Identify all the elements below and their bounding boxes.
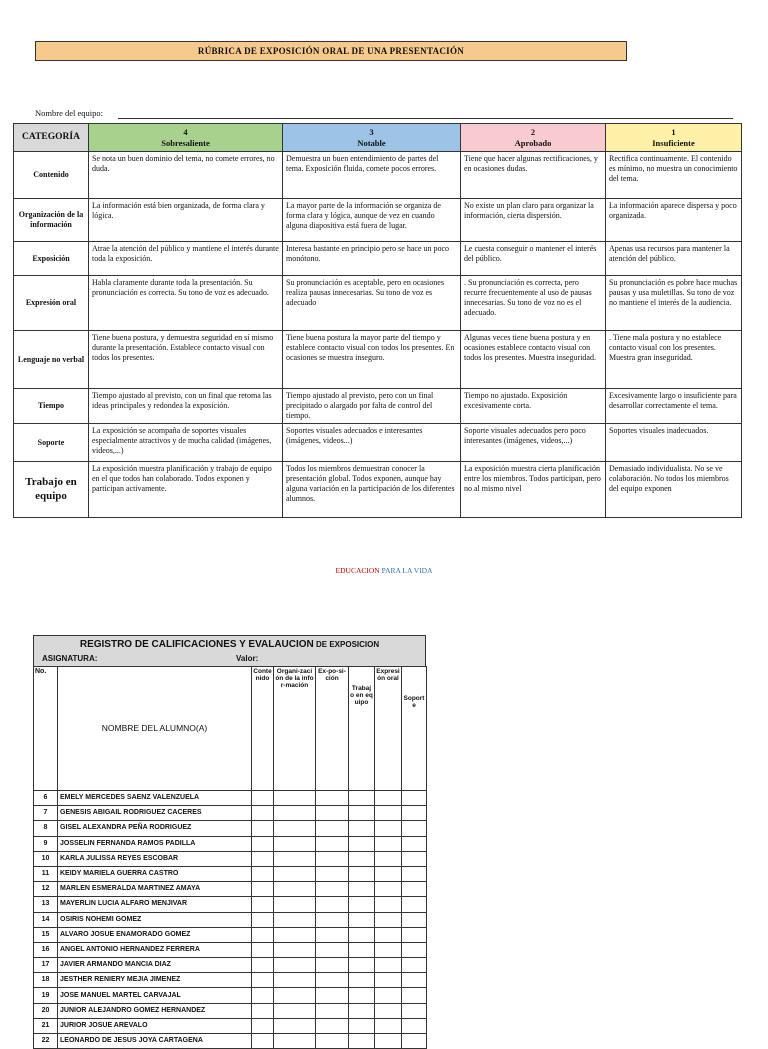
student-number: 22 [34, 1034, 58, 1049]
grade-cell[interactable] [252, 1018, 274, 1033]
grade-cell[interactable] [316, 1003, 349, 1018]
grade-cell[interactable] [252, 806, 274, 821]
grade-cell[interactable] [316, 882, 349, 897]
level-score: 4 [183, 126, 188, 137]
table-row [34, 821, 427, 836]
grade-cell[interactable] [402, 958, 427, 973]
grade-cell[interactable] [252, 988, 274, 1003]
grade-cell[interactable] [252, 1034, 274, 1049]
student-number: 18 [34, 973, 58, 988]
grade-cell[interactable] [274, 912, 316, 927]
grade-register [33, 635, 426, 1049]
grade-cell[interactable] [402, 866, 427, 881]
rubric-row [14, 152, 742, 199]
student-number: 20 [34, 1003, 58, 1018]
grade-cell[interactable] [316, 988, 349, 1003]
student-name: KEIDY MARIELA GUERRA CASTRO [58, 866, 252, 881]
grade-cell[interactable] [349, 866, 375, 881]
grade-cell[interactable] [252, 958, 274, 973]
grade-cell[interactable] [349, 897, 375, 912]
rubric-cell: Soporte visuales adecuados pero poco interesantes (imágenes, videos,...) [461, 424, 606, 462]
student-name: JOSE MANUEL MARTEL CARVAJAL [58, 988, 252, 1003]
criterion-header: Trabajo en equipo [349, 667, 375, 791]
table-row [34, 912, 427, 927]
grade-cell[interactable] [402, 1003, 427, 1018]
grade-cell[interactable] [375, 927, 402, 942]
student-number: 8 [34, 821, 58, 836]
grade-cell[interactable] [402, 806, 427, 821]
student-name: GENESIS ABIGAIL RODRIGUEZ CACERES [58, 806, 252, 821]
grade-cell[interactable] [316, 958, 349, 973]
level-name: Aprobado [514, 137, 552, 148]
grade-cell[interactable] [252, 836, 274, 851]
level-score: 2 [530, 126, 536, 137]
grade-cell[interactable] [375, 958, 402, 973]
rubric-cell: Tiene que hacer algunas rectificaciones, y en ocasiones dudas. [461, 152, 606, 199]
rubric-category: Expresión oral [14, 276, 89, 331]
grade-cell[interactable] [316, 973, 349, 988]
subject-label: ASIGNATURA: [42, 654, 98, 663]
student-name: MAYERLIN LUCIA ALFARO MENJIVAR [58, 897, 252, 912]
grade-cell[interactable] [274, 882, 316, 897]
rubric-cell: Algunas veces tiene buena postura y en ocasiones establece contacto visual con todos los presentes. Muestra inseguridad. [461, 331, 606, 389]
level-header-3 [283, 124, 461, 152]
rubric-cell: Se nota un buen dominio del tema, no comete errores, no duda. [89, 152, 283, 199]
student-number: 21 [34, 1018, 58, 1033]
level-score: 1 [671, 126, 676, 137]
grade-cell[interactable] [375, 1034, 402, 1049]
rubric-cell: La mayor parte de la información se organiza de forma clara y lógica, aunque de vez en cuando alguna diapositiva está fuera de lugar. [283, 199, 461, 242]
student-number: 6 [34, 791, 58, 806]
grade-cell[interactable] [349, 851, 375, 866]
table-row [34, 791, 427, 806]
grade-cell[interactable] [402, 942, 427, 957]
student-name: KARLA JULISSA REYES ESCOBAR [58, 851, 252, 866]
rubric-row [14, 242, 742, 276]
grade-cell[interactable] [274, 942, 316, 957]
grade-cell[interactable] [402, 973, 427, 988]
grade-cell[interactable] [402, 1018, 427, 1033]
grade-cell[interactable] [375, 851, 402, 866]
rubric-cell: La información está bien organizada, de forma clara y lógica. [89, 199, 283, 242]
grade-cell[interactable] [274, 806, 316, 821]
student-name: JAVIER ARMANDO MANCIA DIAZ [58, 958, 252, 973]
grade-cell[interactable] [402, 1034, 427, 1049]
grade-cell[interactable] [252, 821, 274, 836]
rubric-cell: . Tiene mala postura y no establece contacto visual con los presentes. Muestra gran inseguridad. [606, 331, 742, 389]
grade-cell[interactable] [252, 882, 274, 897]
rubric-cell: Tiene buena postura, y demuestra seguridad en sí mismo durante la presentación. Establece contacto visual con todos los presentes. [89, 331, 283, 389]
grade-cell[interactable] [274, 866, 316, 881]
grade-cell[interactable] [349, 958, 375, 973]
grade-cell[interactable] [252, 973, 274, 988]
rubric-cell: Tiene buena postura la mayor parte del tiempo y establece contacto visual con todos los presentes. En ocasiones se muestra inseguro. [283, 331, 461, 389]
grade-cell[interactable] [252, 851, 274, 866]
rubric-category: Trabajo en equipo [14, 462, 89, 518]
register-title [34, 639, 425, 650]
grade-cell[interactable] [316, 791, 349, 806]
grade-cell[interactable] [375, 942, 402, 957]
table-row [34, 836, 427, 851]
grade-cell[interactable] [316, 836, 349, 851]
register-title-small: DE EXPOSICION [313, 640, 380, 649]
team-name-field[interactable] [118, 118, 733, 119]
rubric-cell: Su pronunciación es pobre hace muchas pausas y usa muletillas. Su tono de voz no mantiene el interés de la audiencia. [606, 276, 742, 331]
grade-cell[interactable] [316, 851, 349, 866]
student-name: LEONARDO DE JESUS JOYA CARTAGENA [58, 1034, 252, 1049]
category-header: CATEGORÍA [14, 124, 89, 152]
criterion-header: Soporte [402, 667, 427, 791]
grade-cell[interactable] [274, 988, 316, 1003]
student-name: ANGEL ANTONIO HERNANDEZ FERRERA [58, 942, 252, 957]
team-name-label: Nombre del equipo: [35, 108, 103, 118]
student-number: 15 [34, 927, 58, 942]
student-number: 10 [34, 851, 58, 866]
table-row [34, 1034, 427, 1049]
student-name: EMELY MERCEDES SAENZ VALENZUELA [58, 791, 252, 806]
student-number: 12 [34, 882, 58, 897]
rubric-cell: Tiempo ajustado al previsto, con un final que retoma las ideas principales y redondea la exposición. [89, 389, 283, 424]
rubric-cell: Interesa bastante en principio pero se hace un poco monótono. [283, 242, 461, 276]
rubric-cell: Soportes visuales adecuados e interesantes (imágenes, videos...) [283, 424, 461, 462]
student-name: GISEL ALEXANDRA PEÑA RODRIGUEZ [58, 821, 252, 836]
table-row [34, 851, 427, 866]
student-number: 17 [34, 958, 58, 973]
grade-cell[interactable] [252, 912, 274, 927]
grade-cell[interactable] [274, 958, 316, 973]
grade-cell[interactable] [375, 1018, 402, 1033]
rubric-cell: Habla claramente durante toda la presentación. Su pronunciación es correcta. Su tono de voz es adecuado. [89, 276, 283, 331]
name-header: NOMBRE DEL ALUMNO(A) [58, 667, 252, 791]
student-number: 11 [34, 866, 58, 881]
grade-cell[interactable] [252, 897, 274, 912]
grade-cell[interactable] [274, 851, 316, 866]
grade-cell[interactable] [349, 912, 375, 927]
grade-cell[interactable] [316, 927, 349, 942]
rubric-cell: Tiempo no ajustado. Exposición excesivamente corta. [461, 389, 606, 424]
grade-cell[interactable] [274, 821, 316, 836]
student-number: 14 [34, 912, 58, 927]
level-name: Insuficiente [652, 137, 695, 148]
grade-cell[interactable] [316, 866, 349, 881]
level-header-4 [89, 124, 283, 152]
grades-table [33, 666, 427, 1049]
rubric-cell: No existe un plan claro para organizar la información, cierta dispersión. [461, 199, 606, 242]
rubric-row [14, 276, 742, 331]
grade-cell[interactable] [274, 927, 316, 942]
grade-cell[interactable] [349, 882, 375, 897]
rubric-cell: La exposición muestra planificación y trabajo de equipo en el que todos han colaborado. Todos exponen y participan activamente. [89, 462, 283, 518]
level-name: Sobresaliente [161, 137, 210, 148]
grade-cell[interactable] [349, 1003, 375, 1018]
rubric-row [14, 462, 742, 518]
table-row [34, 988, 427, 1003]
register-title-main: REGISTRO DE CALIFICACIONES Y EVALAUCION [79, 639, 314, 650]
level-header-2 [461, 124, 606, 152]
criterion-header: Ex-po-si-ción [316, 667, 349, 791]
grade-cell[interactable] [274, 1018, 316, 1033]
grade-cell[interactable] [375, 897, 402, 912]
grade-cell[interactable] [252, 866, 274, 881]
rubric-title: RÚBRICA DE EXPOSICIÓN ORAL DE UNA PRESENTACIÓN [35, 41, 627, 61]
grade-cell[interactable] [402, 791, 427, 806]
grade-cell[interactable] [349, 1018, 375, 1033]
table-row [34, 806, 427, 821]
grade-cell[interactable] [375, 806, 402, 821]
rubric-category: Lenguaje no verbal [14, 331, 89, 389]
grade-cell[interactable] [274, 1003, 316, 1018]
grade-cell[interactable] [349, 821, 375, 836]
table-row [34, 973, 427, 988]
grade-cell[interactable] [402, 851, 427, 866]
rubric-category: Organización de la información [14, 199, 89, 242]
footer-slogan [0, 566, 768, 575]
grade-cell[interactable] [316, 942, 349, 957]
grade-cell[interactable] [252, 927, 274, 942]
rubric-cell: . Su pronunciación es correcta, pero recurre frecuentemente al uso de pausas innecesarias. Su tono de voz no es el adecuado. [461, 276, 606, 331]
grade-cell[interactable] [316, 912, 349, 927]
student-name: OSIRIS NOHEMI GOMEZ [58, 912, 252, 927]
level-score: 3 [369, 126, 374, 137]
rubric-row [14, 389, 742, 424]
grade-cell[interactable] [402, 912, 427, 927]
rubric-cell: Excesivamente largo o insuficiente para desarrollar correctamente el tema. [606, 389, 742, 424]
table-row [34, 1003, 427, 1018]
table-row [34, 1018, 427, 1033]
rubric-row [14, 331, 742, 389]
no-header: No. [34, 667, 58, 791]
grade-cell[interactable] [375, 791, 402, 806]
student-number: 7 [34, 806, 58, 821]
grade-cell[interactable] [375, 882, 402, 897]
table-row [34, 897, 427, 912]
rubric-row [14, 199, 742, 242]
rubric-table [13, 123, 742, 518]
student-number: 13 [34, 897, 58, 912]
grade-cell[interactable] [349, 942, 375, 957]
grade-cell[interactable] [274, 791, 316, 806]
grade-cell[interactable] [349, 791, 375, 806]
grade-cell[interactable] [349, 988, 375, 1003]
student-name: JESTHER RENIERY MEJIA JIMENEZ [58, 973, 252, 988]
grade-cell[interactable] [274, 973, 316, 988]
rubric-cell: Apenas usa recursos para mantener la atención del público. [606, 242, 742, 276]
grade-cell[interactable] [316, 1034, 349, 1049]
rubric-cell: La exposición se acompaña de soportes visuales especialmente atractivos y de mucha calidad (imágenes, videos,...) [89, 424, 283, 462]
register-header [33, 635, 426, 666]
grade-cell[interactable] [349, 927, 375, 942]
grade-cell[interactable] [349, 1034, 375, 1049]
student-number: 9 [34, 836, 58, 851]
grade-cell[interactable] [402, 927, 427, 942]
grade-cell[interactable] [375, 836, 402, 851]
student-name: JUNIOR ALEJANDRO GOMEZ HERNANDEZ [58, 1003, 252, 1018]
table-row [34, 958, 427, 973]
student-name: MARLEN ESMERALDA MARTINEZ AMAYA [58, 882, 252, 897]
rubric-cell: Rectifica continuamente. El contenido es mínimo, no muestra un conocimiento del tema. [606, 152, 742, 199]
grade-cell[interactable] [375, 866, 402, 881]
grade-cell[interactable] [349, 806, 375, 821]
rubric-cell: La información aparece dispersa y poco organizada. [606, 199, 742, 242]
grade-cell[interactable] [252, 1003, 274, 1018]
student-number: 16 [34, 942, 58, 957]
table-row [34, 927, 427, 942]
grade-cell[interactable] [402, 882, 427, 897]
rubric-category: Contenido [14, 152, 89, 199]
grade-cell[interactable] [274, 836, 316, 851]
student-number: 19 [34, 988, 58, 1003]
grade-cell[interactable] [316, 897, 349, 912]
rubric-cell: Su pronunciación es aceptable, pero en ocasiones realiza pausas innecesarias. Su tono de voz es adecuado [283, 276, 461, 331]
rubric-category: Soporte [14, 424, 89, 462]
rubric-category: Exposición [14, 242, 89, 276]
table-row [34, 866, 427, 881]
table-row [34, 882, 427, 897]
rubric-cell: Todos los miembros demuestran conocer la presentación global. Todos exponen, aunque hay alguna variación en la participación de los diferentes alumnos. [283, 462, 461, 518]
grade-cell[interactable] [402, 821, 427, 836]
rubric-cell: Demasiado individualista. No se ve colaboración. No todos los miembros del equipo exponen [606, 462, 742, 518]
grade-cell[interactable] [316, 821, 349, 836]
grade-cell[interactable] [349, 973, 375, 988]
grade-cell[interactable] [274, 1034, 316, 1049]
footer-part1: EDUCACION [335, 566, 380, 575]
rubric-cell: Le cuesta conseguir o mantener el interés del público. [461, 242, 606, 276]
rubric-cell: Atrae la atención del público y mantiene el interés durante toda la exposición. [89, 242, 283, 276]
footer-part2: PARA LA VIDA [379, 566, 433, 575]
grade-cell[interactable] [375, 973, 402, 988]
grade-cell[interactable] [375, 821, 402, 836]
grade-cell[interactable] [375, 1003, 402, 1018]
level-header-1 [606, 124, 742, 152]
rubric-row [14, 424, 742, 462]
criterion-header: Expresión oral [375, 667, 402, 791]
grade-cell[interactable] [252, 791, 274, 806]
grade-cell[interactable] [316, 1018, 349, 1033]
student-name: JOSSELIN FERNANDA RAMOS PADILLA [58, 836, 252, 851]
rubric-cell: Tiempo ajustado al previsto, pero con un final precipitado o alargado por falta de control del tiempo. [283, 389, 461, 424]
rubric-header-row [14, 124, 742, 152]
rubric-cell: La exposición muestra cierta planificación entre los miembros. Todos participan, pero no al mismo nivel [461, 462, 606, 518]
grade-cell[interactable] [316, 806, 349, 821]
grade-cell[interactable] [402, 836, 427, 851]
grade-cell[interactable] [402, 988, 427, 1003]
grade-cell[interactable] [349, 836, 375, 851]
grades-header-row [34, 667, 427, 791]
rubric-cell: Demuestra un buen entendimiento de partes del tema. Exposición fluida, comete pocos errores. [283, 152, 461, 199]
student-name: ALVARO JOSUE ENAMORADO GOMEZ [58, 927, 252, 942]
criterion-header: Organi-zación de la infor-mación [274, 667, 316, 791]
rubric-category: Tiempo [14, 389, 89, 424]
grade-cell[interactable] [252, 942, 274, 957]
level-name: Notable [357, 137, 386, 148]
value-label: Valor: [236, 654, 259, 663]
criterion-header: Contenido [252, 667, 274, 791]
grade-cell[interactable] [274, 897, 316, 912]
grade-cell[interactable] [375, 912, 402, 927]
grade-cell[interactable] [375, 988, 402, 1003]
rubric-cell: Soportes visuales inadecuados. [606, 424, 742, 462]
table-row [34, 942, 427, 957]
student-name: JURIOR JOSUE AREVALO [58, 1018, 252, 1033]
grade-cell[interactable] [402, 897, 427, 912]
